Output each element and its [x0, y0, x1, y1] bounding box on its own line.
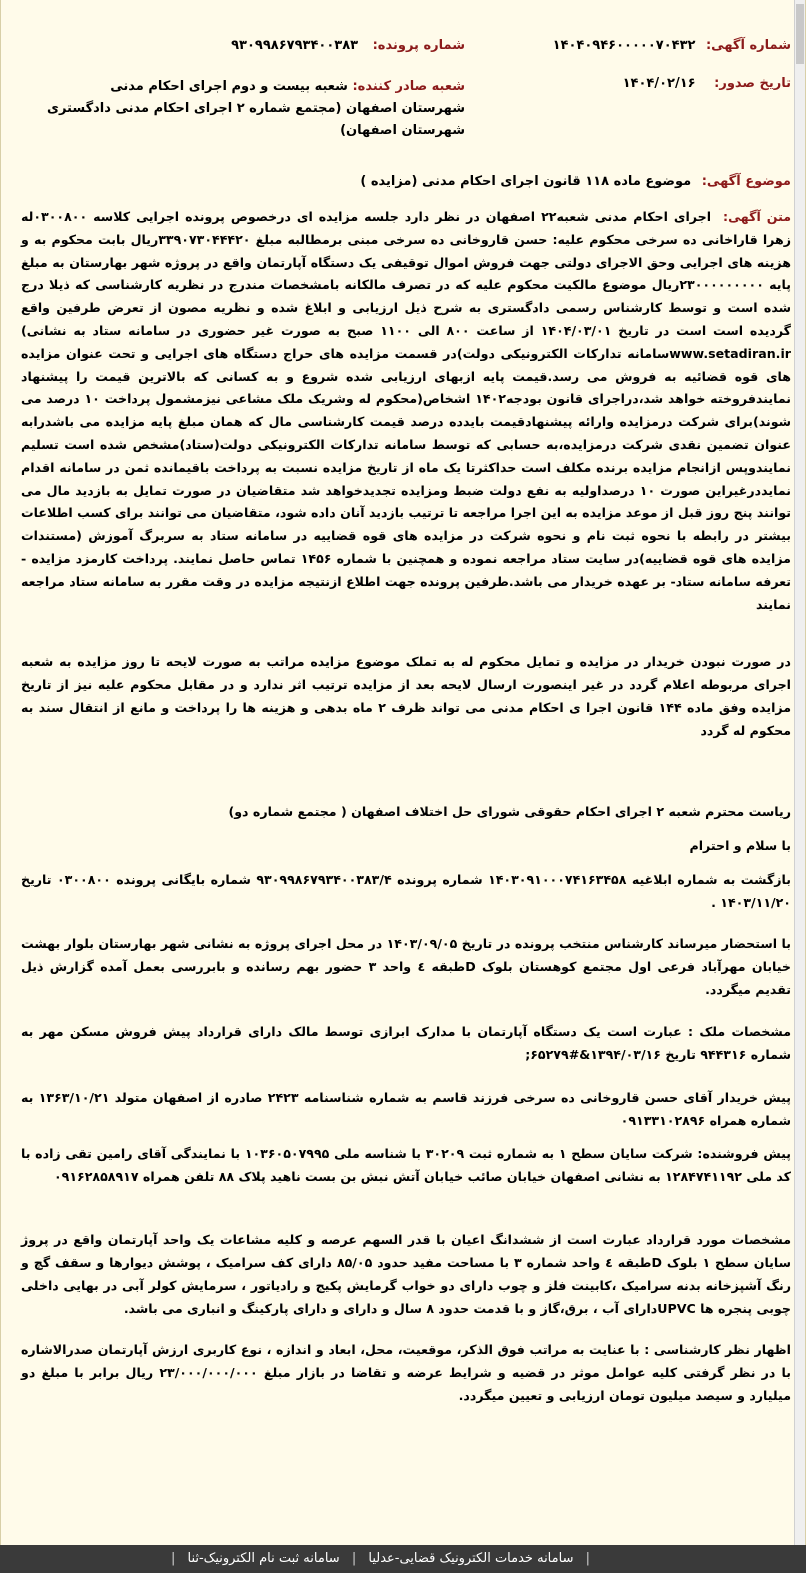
ad-number-label: شماره آگهی: — [705, 38, 791, 53]
issue-date: ۱۴۰۴/۰۲/۱۶ — [622, 76, 696, 91]
footer-separator-right: | — [170, 1551, 176, 1566]
subject-text: موضوع ماده ۱۱۸ قانون اجرای احکام مدنی (مزایده ) — [360, 174, 692, 189]
property-paragraph: مشخصات ملک : عبارت است یک دستگاه آپارتمان با مدارک ابرازی توسط مالک دارای قرارداد پیش فروش مسکن مهر به شماره ۹۴۴۳۱۶ تاریخ ۱۳۹۴/۰۳/۱۶&#۶۵۲۷۹; — [21, 1024, 791, 1062]
addressee-line: ریاست محترم شعبه ۲ اجرای احکام حقوقی شورای حل اختلاف اصفهان ( مجتمع شماره دو) — [228, 804, 791, 819]
main-text: اجرای احکام مدنی شعبه۲۲ اصفهان در نظر دارد جلسه مزایده ای درخصوص پرونده اجرایی کلاسه ۰۳۰۰۸۰۰له زهرا قاراخانی ده سرخی محکوم علیه: حسن قاروخانی ده سرخی مبنی برمطالبه مبلغ ۳۳۹۰۷۳۰۴۴۴۲۰ریال بابت محکوم به و هزینه های اجرایی وحق الاجرای دولتی جهت فروش اموال توقیفی یک دستگاه آپارتمان واقع در پروژه شهر بهارستان به مبلغ پایه ۲۳۰۰۰۰۰۰۰۰۰ریال موضوع مالکیت محکوم علیه که در تصرف مالکانه بامشخصات مندرج در نظریه کارشناسی که ذیلا درج شده است و توسط کارشناس رسمی دادگستری به شرح ذیل ارزیابی و ابلاغ شده و نظریه مصون از تعرض طرفین واقع گردیده است است در تاریخ ۱۴۰۴/۰۳/۰۱ از ساعت ۸۰۰ الی ۱۱۰۰ صبح به صورت غیر حضوری در سامانه ستاد به نشانی) www.setadiran.irسامانه تدارکات الکترونیکی دولت)در قسمت مزایده های حراج دستگاه های اجرایی و تحت عنوان مزایده های قوه قضائیه به فروش می رسد.قیمت پایه ازبهای ارزیابی شده شروع و به کسانی که بالاترین قیمت را پیشنهاد نمایندفروخته خواهد شد،دراجرای قانون بودجه۱۴۰۲ اشخاص(محکوم له وشریک ملک مشاعی نیزمشمول پرداخت ۱۰ درصد می شوند)برای شرکت درمزایده وارائه پیشنهادقیمت بایدده درصد قیمت کارشناسی مال که همان مبلغ پایه مزایده می باشدرابه عنوان تضمین نقدی شرکت درمزایده،به حسابی که توسط سامانه تدارکات الکترونیکی دولت(ستاد)مشخص شده است تسلیم نمایندوپس ازانجام مزایده برنده مکلف است حداکثرتا یک ماه از تاریخ مزایده نسبت به پرداخت باقیمانده ثمن در سامانه اقدام نمایددرغیراین صورت ۱۰ درصداولیه به نفع دولت ضبط ومزایده تجدیدخواهد شد متقاضیان در صورت تمایل به بازدید مال می توانند پنج روز قبل از موعد مزایده به این اجرا مراجعه تا ترتیب بازدید آنان داده شود، متقاضیان می توانند برای کسب اطلاعات بیشتر در رابطه با نحوه ثبت نام و نحوه شرکت در مزایده های قوه قضاییه در سامانه ستاد به سربرگ آموزش (مستندات مزایده های قوه قضاییه)در سایت ستاد مراجعه نموده و همچنین با شماره ۱۴۵۶ تماس حاصل نمایند. پرداخت کارمزد مزایده - تعرفه سامانه ستاد- بر عهده خریدار می باشد.طرفین پرونده جهت اطلاع ازنتیجه مزایده در وقت مقرر به سامانه ستاد مراجعه نمایند — [21, 209, 791, 612]
footer-link-sana[interactable]: سامانه ثبت نام الکترونیک-ثنا — [187, 1551, 340, 1566]
issue-date-label: تاریخ صدور: — [714, 76, 791, 91]
subject-label: موضوع آگهی: — [701, 174, 791, 189]
case-number-row — [231, 38, 465, 53]
notice-main-text — [21, 206, 791, 616]
footer-separator-mid: | — [351, 1551, 357, 1566]
footer-link-adliran[interactable]: سامانه خدمات الکترونیک قضایی-عدلیا — [368, 1551, 574, 1566]
greeting-line: با سلام و احترام — [689, 838, 791, 853]
footer-bar — [0, 1545, 806, 1573]
visit-paragraph: با استحضار میرساند کارشناس منتخب پرونده در تاریخ ۱۴۰۳/۰۹/۰۵ در محل اجرای پروژه به نشانی شهر بهارستان بلوار بهشت خیابان مهرآباد فرعی اول مجتمع کوهستان بلوک Dطبقه ٤ واحد ۳ حضور بهم رسانده و بابررسی بعمل آمده گزارش ذیل تقدیم میگردد. — [21, 936, 792, 997]
issuer-label: شعبه صادر کننده: — [352, 79, 465, 94]
text-label: متن آگهی: — [723, 209, 792, 224]
ad-number: ۱۴۰۴۰۹۴۶۰۰۰۰۰۷۰۴۳۲ — [552, 38, 696, 53]
nonpayment-paragraph: در صورت نبودن خریدار در مزایده و تمایل محکوم له به تملک موضوع مزایده مراتب به صورت لایحه تا روز مزایده به شعبه اجرای مربوطه اعلام گردد در غیر اینصورت ارسال لایحه بعد از مزایده ترتیب اثر ندارد و در مقابل محکوم علیه نیز از تاریخ مزایده وفق ماده ۱۴۴ قانون اجرا ی احکام مدنی می تواند ظرف ۲ ماه بدهی و هزینه ها را پرداخت و مانع از انتقال سند به محکوم له گردد — [21, 654, 792, 738]
subject-row — [360, 174, 791, 189]
footer-separator-left: | — [585, 1551, 590, 1566]
issuer-block — [45, 76, 465, 142]
opinion-paragraph: اظهار نظر کارشناسی : با عنایت به مراتب فوق الذکر، موقعیت، محل، ابعاد و اندازه ، نوع کاربری ارزش آپارتمان صدرالاشاره با در نظر گرفتی کلیه عوامل موثر در قضیه و شرایط عرضه و تقاضا در بازار مبلغ ۲۳/۰۰۰/۰۰۰/۰۰۰ ریال برابر با مبلغ دو میلیارد و سیصد میلیون تومان ارزیابی و تعیین میگردد. — [21, 1342, 791, 1403]
issuer-name: شعبه بیست و دوم اجرای احکام مدنی شهرستان اصفهان (مجتمع شماره ۲ اجرای احکام مدنی دادگستری شهرستان اصفهان) — [47, 79, 465, 138]
buyer-paragraph: پیش خریدار آقای حسن قاروخانی ده سرخی فرزند قاسم به شماره شناسنامه ۲۴۲۳ صادره از اصفهان متولد ۱۳۶۳/۱۰/۲۱ به شماره همراه ۰۹۱۳۳۱۰۲۸۹۶ — [21, 1090, 791, 1128]
ad-number-row — [553, 38, 791, 53]
issue-date-row — [623, 76, 791, 91]
vertical-scrollbar[interactable] — [794, 0, 805, 1545]
case-number-label: شماره پرونده: — [372, 38, 465, 53]
case-number: ۹۳۰۹۹۸۶۷۹۳۴۰۰۳۸۳ — [231, 38, 359, 53]
seller-paragraph: پیش فروشنده: شرکت سایان سطح ۱ به شماره ثبت ۳۰۲۰۹ با شناسه ملی ۱۰۳۶۰۵۰۷۹۹۵ با نمایندگی آقای رامین تقی زاده با کد ملی ۱۲۸۴۷۴۱۱۹۲ به نشانی اصفهان خیابان صائب خیابان آتش نبش بن بست ناهید پلاک ۸۸ تلفن همراه ۰۹۱۶۲۸۵۸۹۱۷ — [21, 1146, 792, 1184]
contract-paragraph: مشخصات مورد قرارداد عبارت است از ششدانگ اعیان با قدر السهم عرصه و کلیه مشاعات یک واحد آپارتمان واقع در پروژ سایان سطح ۱ بلوک Dطبقه ٤ واحد شماره ۳ با مساحت مفید حدود ۸۵/۰۵ دارای کف سرامیک ، پوشش دیوارها و سقف گچ و رنگ آشپزخانه بدنه سرامیک ،کابینت فلز و چوب دارای دو خواب گرمایش پکیج و رادیاتور ، سرمایش کولر آبی در بهایی داخلی چوبی پنجره ها UPVCدارای آب ، برق،گاز و با قدمت حدود ۸ سال و دارای و دارای پارکینگ و انباری می باشد. — [21, 1232, 792, 1316]
reference-paragraph: بازگشت به شماره ابلاغیه ۱۴۰۳۰۹۱۰۰۰۷۴۱۶۳۴۵۸ شماره پرونده ۹۳۰۹۹۸۶۷۹۳۴۰۰۳۸۳/۴ شماره بایگانی پرونده ۰۳۰۰۸۰۰ تاریخ ۱۴۰۳/۱۱/۲۰ . — [21, 872, 791, 910]
scrollbar-thumb[interactable] — [796, 4, 804, 64]
